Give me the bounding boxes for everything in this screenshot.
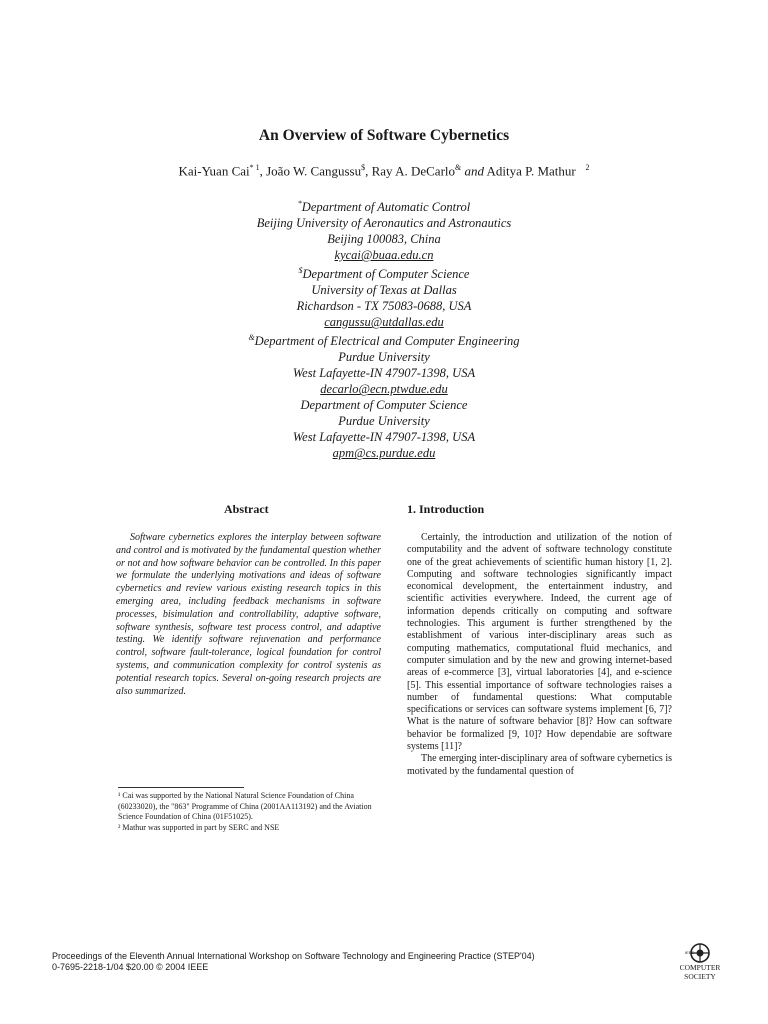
- paragraph: The emerging inter-disciplinary area of software cybernetics is motivated by the fundamental question of: [407, 753, 672, 777]
- paragraph: Certainly, the introduction and utilization of the notion of computability and the advent of software technology constitute one of the great achievements of scientific human history [1, 2]. Computing and software technologies significantly impact economical development, the entertainment industry, and scientific activities everywhere. Indeed, the current age of information depends critically on computing and software technologies. This argument is further strengthened by the establishment of various inter-disciplinary areas such as computing mathematics, computational fluid mechanics, and computer simulation and by the new and growing internet-based areas of e-commerce [3], virtual laboratories [4], and e-science [5]. This essential importance of software technologies raises a number of fundamental questions: What computable specifications or services can software systems implement [6, 7]? What is the nature of software behavior [8]? How can software behavior be formalized [9, 10]? How dependabie are software systems [11]?: [407, 532, 672, 753]
- affiliation-line: Beijing University of Aeronautics and Astronautics: [256, 216, 512, 231]
- logo-line-2: SOCIETY: [684, 971, 716, 981]
- isbn-line: 0-7695-2218-1/04 $20.00 © 2004 IEEE: [52, 962, 209, 972]
- author-mark: 2: [585, 163, 590, 172]
- affiliation-line: Beijing 100083, China: [327, 232, 441, 247]
- introduction-text: [407, 532, 672, 778]
- author-and: and: [464, 163, 484, 179]
- footnotes: [118, 791, 388, 833]
- affiliation-line: $Department of Computer Science: [298, 266, 470, 282]
- affiliation-mark: $: [298, 266, 303, 276]
- author-mark: $: [361, 163, 366, 172]
- affiliation-line: West Lafayette-IN 47907-1398, USA: [292, 430, 476, 445]
- affiliation-line: &Department of Electrical and Computer Engineering: [248, 333, 520, 349]
- affiliation-email[interactable]: kycai@buaa.edu.cn: [334, 248, 434, 263]
- proceedings-line: Proceedings of the Eleventh Annual International Workshop on Software Technology and Engineering Practice (STEP'04): [52, 951, 535, 961]
- author-name: Ray A. DeCarlo: [371, 163, 456, 179]
- affiliation-line: Purdue University: [338, 350, 430, 365]
- affiliation-line: Department of Computer Science: [300, 398, 468, 413]
- footnote: ¹ Cai was supported by the National Natural Science Foundation of China (60233020), the "863" Programme of China (2001AA113192) and the Aviation Science Foundation of China (01F51025).: [118, 791, 372, 821]
- logo-line-1: COMPUTER: [679, 963, 721, 972]
- affiliation-mark: *: [297, 199, 302, 208]
- affiliation-line: *Department of Automatic Control: [297, 199, 471, 215]
- logo-text: [660, 964, 740, 981]
- abstract-text: Software cybernetics explores the interplay between software and control and is motivated by the fundamental question whether or not and how software behavior can be controlled. In this paper we formulate the underlying motivations and ideas of software cybernetics and review various existing research topics in this emerging area, including feedback mechanisms in software processes, bisimulation and controllability, adaptive software, software synthesis, software test process control, and adaptive testing. We identify software rejuvenation and performance control, software fault-tolerance, logical foundation for control systems, and communication complexity for control systenis as potential research topics. Several on-going research projects are also summarized.: [116, 532, 381, 697]
- logo-top-text: IEEE: [685, 950, 695, 955]
- author-name: Aditya P. Mathur: [486, 163, 576, 179]
- introduction-heading: 1. Introduction: [407, 502, 485, 516]
- affiliation-email[interactable]: decarlo@ecn.ptwdue.edu: [320, 382, 448, 397]
- author-name: João W. Cangussu: [266, 163, 362, 179]
- page-footer: [52, 951, 612, 973]
- affiliation-line: Richardson - TX 75083-0688, USA: [296, 299, 472, 314]
- affiliation-line: Purdue University: [338, 414, 430, 429]
- affiliation-mark: &: [248, 333, 255, 343]
- abstract-heading: Abstract: [224, 502, 269, 516]
- paper-title: An Overview of Software Cybernetics: [258, 127, 510, 144]
- affiliation-email[interactable]: cangussu@utdallas.edu: [324, 315, 444, 330]
- footnote: ² Mathur was supported in part by SERC and NSE: [118, 822, 280, 832]
- affiliation-line: University of Texas at Dallas: [311, 283, 457, 298]
- footnote-divider: [118, 787, 244, 788]
- affiliation-email[interactable]: apm@cs.purdue.edu: [332, 446, 436, 461]
- author-name: Kai-Yuan Cai: [178, 163, 250, 179]
- author-list: Kai-Yuan Cai$^{* 1}$, João W. Cangussu$, Ray A. DeCarlo& and Aditya P. Mathur $^2$: [178, 163, 590, 179]
- author-mark: &: [455, 163, 462, 172]
- affiliation-line: West Lafayette-IN 47907-1398, USA: [292, 366, 476, 381]
- author-mark: * 1: [249, 163, 260, 172]
- affiliations: [0, 196, 768, 461]
